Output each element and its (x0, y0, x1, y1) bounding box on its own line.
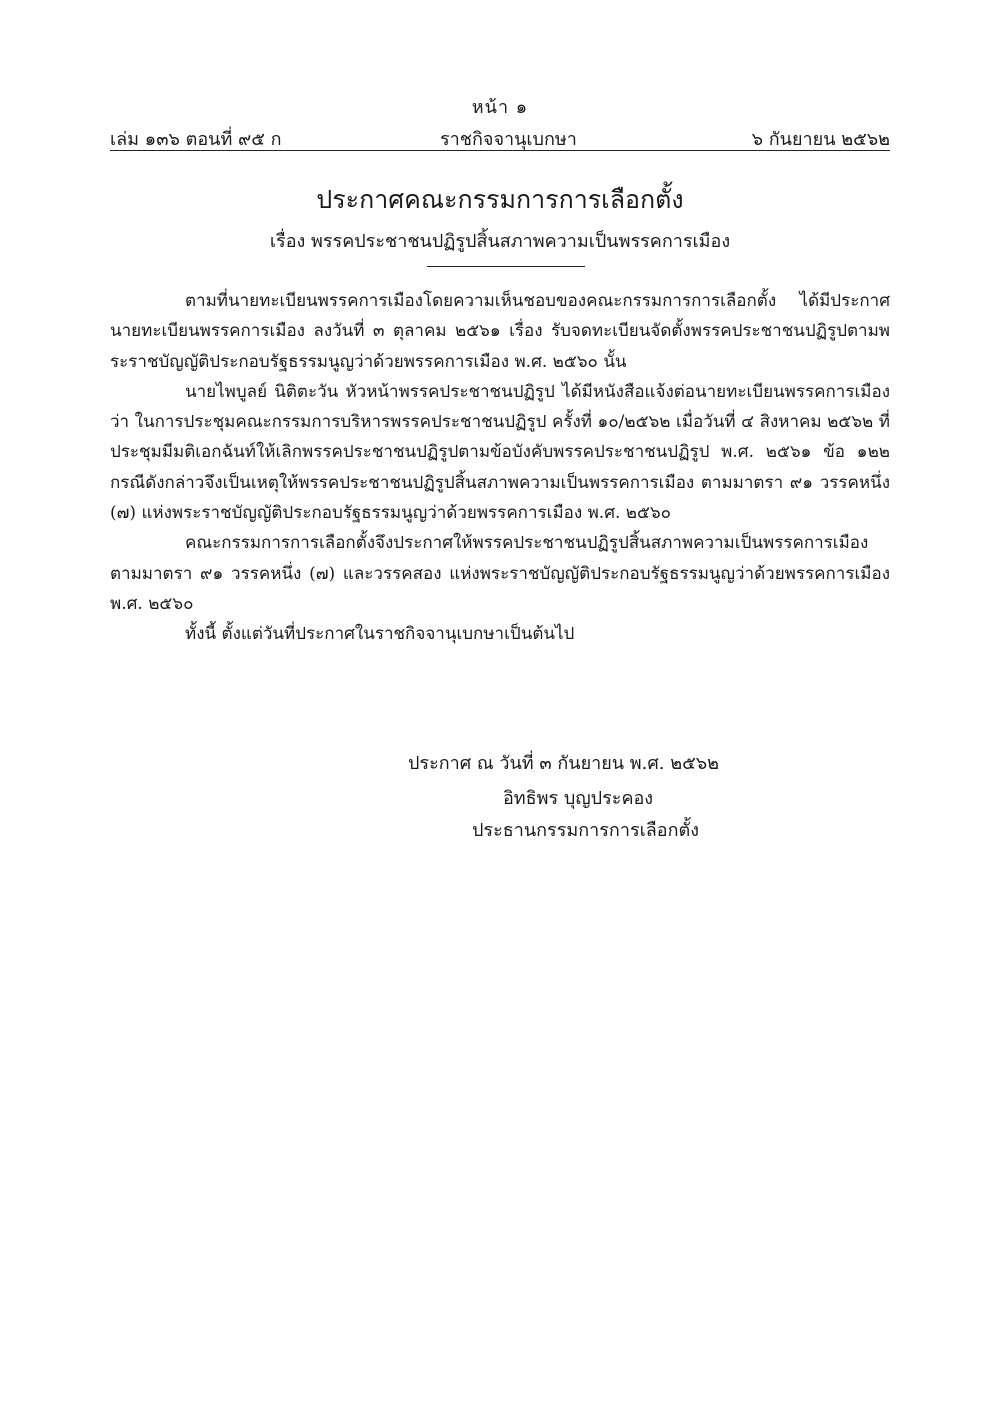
document-subject: เรื่อง พรรคประชาชนปฏิรูปสิ้นสภาพความเป็นพรรคการเมือง (269, 231, 731, 252)
publication-date: ๖ กันยายน ๒๕๖๒ (751, 129, 890, 150)
document-title: ประกาศคณะกรรมการการเลือกตั้ง (316, 185, 684, 214)
signatory-position: ประธานกรรมการการเลือกตั้ง (472, 820, 699, 841)
gazette-name: ราชกิจจานุเบกษา (440, 129, 577, 150)
paragraph: ตามที่นายทะเบียนพรรคการเมืองโดยความเห็นชอบของคณะกรรมการการเลือกตั้ง ได้มีประกาศนายทะเบียนพรรคการเมือง ลงวันที่ ๓ ตุลาคม ๒๕๖๑ เรื่อง รับจดทะเบียนจัดตั้งพรรคประชาชนปฏิรูปตามพระราชบัญญัติประกอบรัฐธรรมนูญว่าด้วยพรรคการเมือง พ.ศ. ๒๕๖๐ นั้น (110, 291, 890, 372)
title-divider (427, 266, 585, 267)
signatory-name: อิทธิพร บุญประคอง (503, 788, 654, 809)
announcement-date: ประกาศ ณ วันที่ ๓ กันยายน พ.ศ. ๒๕๖๒ (408, 753, 720, 774)
gazette-header (110, 124, 890, 151)
page-number: หน้า ๑ (471, 97, 529, 118)
paragraph: ทั้งนี้ ตั้งแต่วันที่ประกาศในราชกิจจานุเบกษาเป็นต้นไป (185, 624, 575, 645)
document-body (110, 286, 890, 650)
paragraph: นายไพบูลย์ นิติตะวัน หัวหน้าพรรคประชาชนปฏิรูป ได้มีหนังสือแจ้งต่อนายทะเบียนพรรคการเมืองว่า ในการประชุมคณะกรรมการบริหารพรรคประชาชนปฏิรูป ครั้งที่ ๑๐/๒๕๖๒ เมื่อวันที่ ๔ สิงหาคม ๒๕๖๒ ที่ประชุมมีมติเอกฉันท์ให้เลิกพรรคประชาชนปฏิรูปตามข้อบังคับพรรคประชาชนปฏิรูป พ.ศ. ๒๕๖๑ ข้อ ๑๒๒ กรณีดังกล่าวจึงเป็นเหตุให้พรรคประชาชนปฏิรูปสิ้นสภาพความเป็นพรรคการเมือง ตามมาตรา ๙๑ วรรคหนึ่ง (๗) แห่งพระราชบัญญัติประกอบรัฐธรรมนูญว่าด้วยพรรคการเมือง พ.ศ. ๒๕๖๐ (110, 381, 890, 524)
volume-issue: เล่ม ๑๓๖ ตอนที่ ๙๕ ก (110, 129, 282, 150)
paragraph: คณะกรรมการการเลือกตั้งจึงประกาศให้พรรคประชาชนปฏิรูปสิ้นสภาพความเป็นพรรคการเมือง ตามมาตรา ๙๑ วรรคหนึ่ง (๗) และวรรคสอง แห่งพระราชบัญญัติประกอบรัฐธรรมนูญว่าด้วยพรรคการเมือง พ.ศ. ๒๕๖๐ (110, 533, 890, 614)
